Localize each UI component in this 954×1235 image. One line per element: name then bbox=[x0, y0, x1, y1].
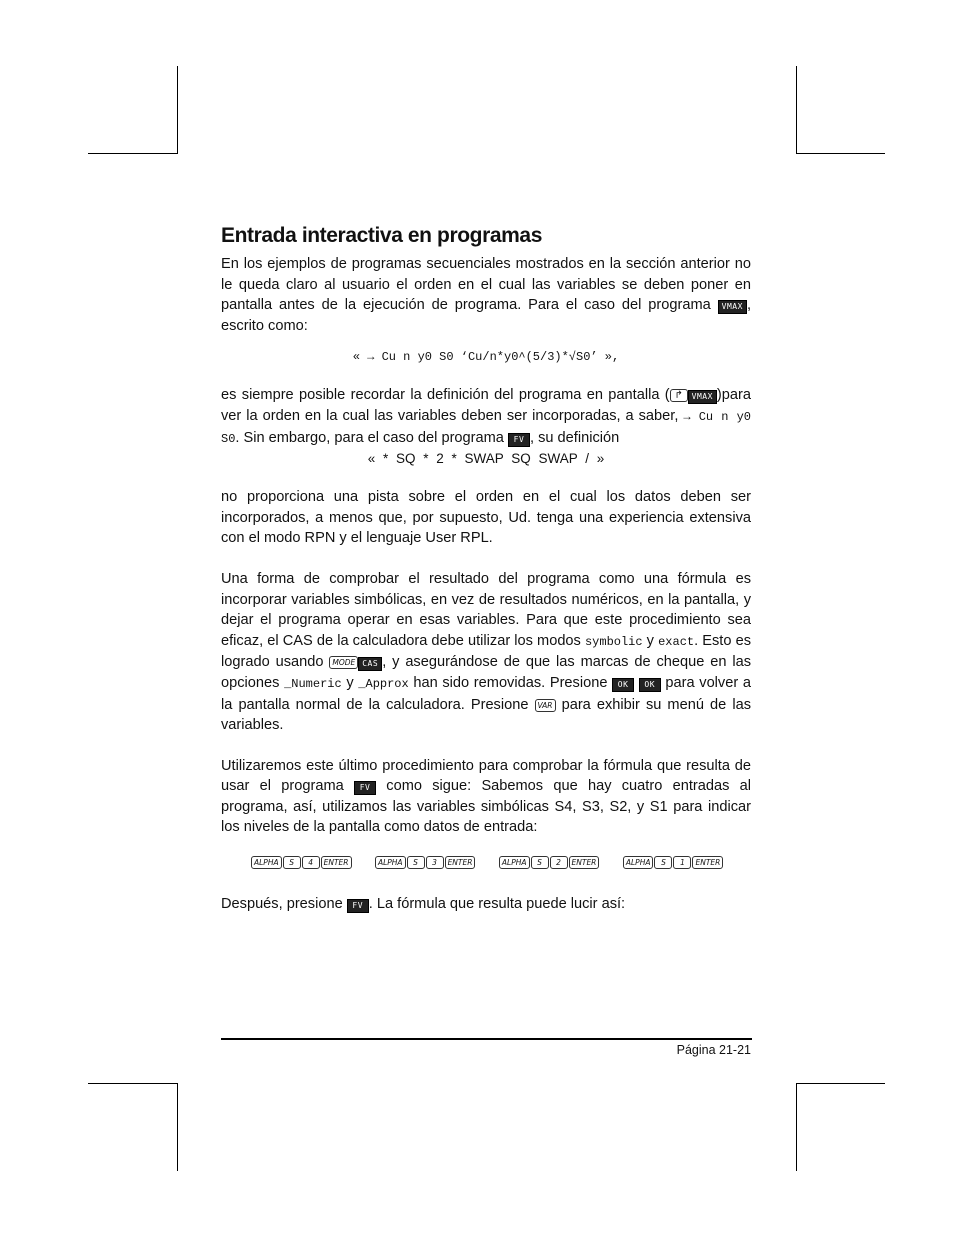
crop-mark-top-left-vertical bbox=[177, 66, 178, 154]
crop-mark-top-right-horizontal bbox=[796, 153, 885, 154]
cas-softkey-icon: CAS bbox=[358, 657, 382, 671]
section-title: Entrada interactiva en programas bbox=[221, 224, 542, 247]
s-key-icon: S bbox=[531, 856, 549, 869]
alpha-key-icon: ALPHA bbox=[375, 856, 406, 869]
vmax-softkey-icon: VMAX bbox=[718, 300, 747, 314]
keystroke-group-s3 bbox=[375, 852, 477, 872]
page-number: Página 21-21 bbox=[676, 1043, 751, 1057]
enter-key-icon: ENTER bbox=[692, 856, 723, 869]
ok-softkey-icon: OK bbox=[639, 678, 661, 692]
paragraph-symbolic: Una forma de comprobar el resultado del programa como una fórmula es incorporar variables simbólicas, en vez de resultados numéricos, en la pantalla, y dejar el programa operar en esas variables. Para que este procedimiento sea eficaz, el CAS de la calculadora debe utilizar los modos symbolic y exact. Esto es logrado usando MODE CAS , y asegurándose de que las marcas de cheque en las opciones _Numeric y _Approx han sido removidas. Presione OK OK para volver a la pantalla normal de la calculadora. Presione VAR para exhibir su menú de las variables. bbox=[221, 570, 751, 734]
keystroke-sequence bbox=[251, 852, 751, 872]
paragraph-recall: es siempre posible recordar la definición del programa en pantalla ( ↱ VMAX )para ver la orden en la cual las variables deben ser incorporadas, a saber, → Cu n y0 S0. Sin embargo, para el caso del programa FV , su definición bbox=[221, 387, 752, 446]
enter-key-icon: ENTER bbox=[569, 856, 600, 869]
mode-key-icon: MODE bbox=[329, 656, 358, 669]
digit-key-icon: 4 bbox=[302, 856, 320, 869]
keystroke-group-s2 bbox=[499, 852, 601, 872]
crop-mark-top-left-horizontal bbox=[88, 153, 177, 154]
crop-mark-bottom-right-vertical bbox=[796, 1083, 797, 1171]
keystroke-group-s1 bbox=[623, 852, 725, 872]
crop-mark-top-right-vertical bbox=[796, 66, 797, 154]
paragraph-intro: En los ejemplos de programas secuenciales mostrados en la sección anterior no le queda claro al usuario el orden en el cual las variables se deben poner en pantalla antes de la ejecución de programa. Para el caso del programa VMAX , escrito como: bbox=[221, 256, 751, 334]
enter-key-icon: ENTER bbox=[445, 856, 476, 869]
digit-key-icon: 1 bbox=[673, 856, 691, 869]
crop-mark-bottom-left-vertical bbox=[177, 1083, 178, 1171]
inline-code: → Cu n y0 S0 bbox=[221, 409, 752, 446]
page-content bbox=[221, 222, 751, 915]
right-shift-key-icon: ↱ bbox=[670, 389, 688, 402]
var-key-icon: VAR bbox=[535, 699, 556, 712]
fv-softkey-icon: FV bbox=[347, 899, 369, 913]
crop-mark-bottom-left-horizontal bbox=[88, 1083, 177, 1084]
digit-key-icon: 2 bbox=[550, 856, 568, 869]
alpha-key-icon: ALPHA bbox=[251, 856, 282, 869]
alpha-key-icon: ALPHA bbox=[499, 856, 530, 869]
footer-rule bbox=[221, 1038, 752, 1040]
digit-key-icon: 3 bbox=[426, 856, 444, 869]
enter-key-icon: ENTER bbox=[321, 856, 352, 869]
paragraph-hint: no proporciona una pista sobre el orden en el cual los datos deben ser incorporados, a menos que, por supuesto, Ud. tenga una experiencia extensiva con el modo RPN y el lenguaje User RPL. bbox=[221, 489, 751, 547]
ok-softkey-icon: OK bbox=[612, 678, 634, 692]
vmax-softkey-icon: VMAX bbox=[688, 390, 717, 404]
keystroke-group-s4 bbox=[251, 852, 353, 872]
crop-mark-bottom-right-horizontal bbox=[796, 1083, 885, 1084]
alpha-key-icon: ALPHA bbox=[623, 856, 654, 869]
paragraph-result: Después, presione FV . La fórmula que resulta puede lucir así: bbox=[221, 896, 626, 913]
s-key-icon: S bbox=[654, 856, 672, 869]
paragraph-procedure: Utilizaremos este último procedimiento para comprobar la fórmula que resulta de usar el programa FV como sigue: Sabemos que hay cuatro entradas al programa, así, utilizamos las variables simbólicas S4, S3, S2, y S1 para indicar los niveles de la pantalla como datos de entrada: bbox=[221, 757, 752, 836]
fv-softkey-icon: FV bbox=[508, 433, 530, 447]
program-definition: « * SQ * 2 * SWAP SQ SWAP / » bbox=[367, 451, 605, 467]
fv-softkey-icon: FV bbox=[354, 781, 376, 795]
s-key-icon: S bbox=[407, 856, 425, 869]
s-key-icon: S bbox=[283, 856, 301, 869]
program-code-listing: « → Cu n y0 S0 ‘Cu/n*y0^(5/3)*√S0’ », bbox=[352, 350, 620, 365]
